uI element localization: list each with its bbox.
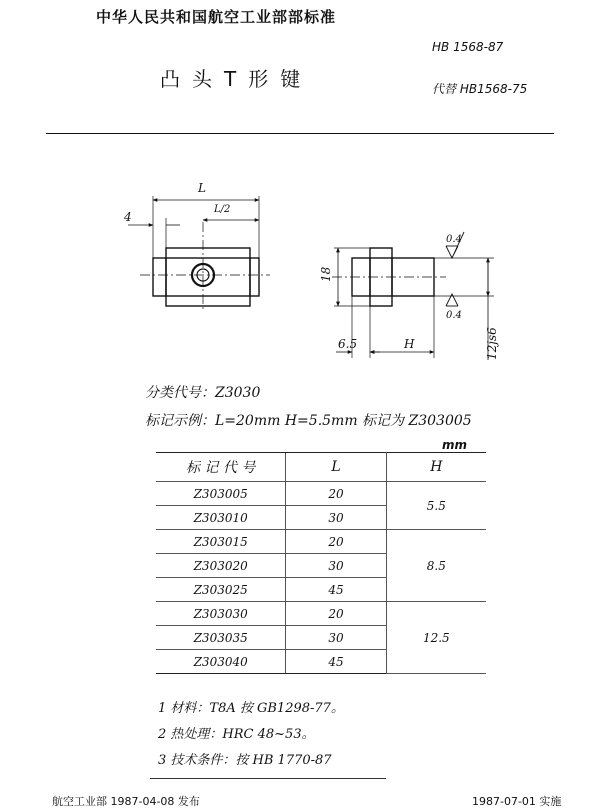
roughness-bottom-label: 0.4 — [446, 310, 462, 321]
cell-code: Z303025 — [156, 578, 286, 602]
dimension-table — [156, 452, 486, 674]
table-row — [156, 602, 486, 626]
note-heat-treatment: 2 热处理：HRC 48~53。 — [158, 727, 315, 742]
cell-H: 5.5 — [386, 482, 486, 530]
table-row — [156, 530, 486, 554]
dim-half-L-label: L/2 — [214, 204, 231, 215]
cell-code: Z303020 — [156, 554, 286, 578]
dim-H-label: H — [404, 337, 415, 351]
header-code: 标 记 代 号 — [156, 453, 286, 482]
header-L: L — [286, 453, 386, 482]
dim-4-label: 4 — [124, 210, 132, 224]
cell-code: Z303030 — [156, 602, 286, 626]
cell-L: 30 — [286, 506, 386, 530]
dim-12js6-label: 12js6 — [485, 327, 499, 360]
cell-L: 45 — [286, 578, 386, 602]
document-title: 凸头T形键 — [160, 67, 313, 91]
cell-code: Z303015 — [156, 530, 286, 554]
cell-L: 45 — [286, 650, 386, 674]
cell-L: 30 — [286, 626, 386, 650]
cell-code: Z303010 — [156, 506, 286, 530]
dim-6-5-label: 6.5 — [338, 337, 358, 351]
roughness-top-label: 0.4 — [446, 234, 462, 245]
classification-code: 分类代号：Z3030 — [145, 385, 261, 401]
cell-L: 20 — [286, 530, 386, 554]
cell-code: Z303005 — [156, 482, 286, 506]
notes-rule — [150, 778, 386, 779]
cell-L: 30 — [286, 554, 386, 578]
header-H: H — [386, 453, 486, 482]
note-technical-conditions: 3 技术条件：按 HB 1770-87 — [158, 753, 332, 768]
dim-L-label: L — [198, 181, 206, 195]
cell-code: Z303040 — [156, 650, 286, 674]
cell-H: 8.5 — [386, 530, 486, 602]
table-row — [156, 482, 486, 506]
standard-number: HB 1568-87 — [432, 40, 504, 54]
note-material: 1 材料：T8A 按 GB1298-77。 — [158, 701, 344, 716]
top-view — [128, 196, 270, 312]
issue-date: 航空工业部 1987-04-08 发布 — [52, 795, 200, 808]
cell-code: Z303035 — [156, 626, 286, 650]
marking-example: 标记示例：L=20mm H=5.5mm 标记为 Z303005 — [145, 413, 472, 429]
replaces-standard: 代替 HB1568-75 — [432, 82, 528, 96]
cell-L: 20 — [286, 602, 386, 626]
dim-18-label: 18 — [319, 266, 333, 282]
effective-date: 1987-07-01 实施 — [472, 795, 562, 808]
cell-L: 20 — [286, 482, 386, 506]
cell-H: 12.5 — [386, 602, 486, 674]
issuing-authority: 中华人民共和国航空工业部部标准 — [96, 8, 337, 26]
table-unit: mm — [442, 438, 468, 452]
